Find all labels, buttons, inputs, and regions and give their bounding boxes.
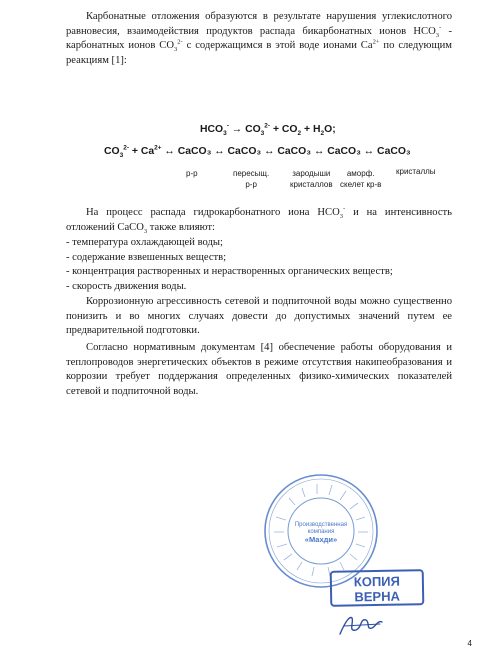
equation-label-crystals: кристаллы (396, 167, 436, 176)
equation-label-nuclei: зародыши кристаллов (290, 169, 333, 189)
copy-certified-stamp: КОПИЯ ВЕРНА (330, 569, 425, 607)
list-item: - концентрация растворенных и нерастворенных органических веществ; (66, 266, 393, 278)
factor-list (66, 236, 452, 294)
equation-label-solution: р-р (186, 169, 198, 178)
list-item: - содержание взвешенных веществ; (66, 251, 227, 263)
equation-label-supersaturated: пересыщ. р-р (233, 169, 270, 189)
equation-bicarbonate-decomposition: $HCO_3^- \to CO_3^{2-} + CO_2 + H_2O$; (200, 122, 336, 138)
list-item: - температура охлаждающей воды; (66, 237, 223, 248)
equation-label-amorphous: аморф. скелет кр-в (340, 169, 382, 189)
list-item: - скорость движения воды. (66, 280, 187, 292)
page-number: 4 (467, 639, 472, 648)
svg-text:компания: компания (307, 529, 335, 535)
paragraph-influencing-factors: На процесс распада гидрокарбонатного иона $НСО_3^-$ и на интенсивность отложений СаСО$_3$ также влияют: (66, 205, 453, 235)
svg-text:Производственная: Производственная (294, 522, 348, 528)
equation-calcium-carbonate-chain: $CO_3^{2-} + Ca^{2+}$ ↔ CaCO₃ ↔ CaCO₃ ↔ CaCO₃ ↔ CaCO₃ ↔ CaCO₃ (104, 144, 411, 160)
paragraph-corrosion: Коррозионную агрессивность сетевой и подпиточной воды можно существенно понизить и во многих случаях довести до допустимых значений путем ее предварительной подготовки. (66, 296, 452, 337)
paragraph-carbonate-deposits: Карбонатные отложения образуются в результате нарушения углекислотного равновесия, взаимодействия продуктов распада бикарбонатных ионов $НСО_3^-$ - карбонатных ионов $СО_3^{2-}$ с содержащимся в этой воде ионами $Са^{2+}$ по следующим реакциям [1]: (66, 11, 453, 66)
paragraph-regulations: Согласно нормативным документам [4] обеспечение работы оборудования и теплопроводов энергетических объектов в режиме отсутствия накипеобразования и коррозии требует поддержания определенных физико-химических показателей сетевой и подпиточной воды. (66, 342, 452, 397)
signature (336, 610, 386, 638)
svg-text:«Махди»: «Махди» (304, 535, 338, 544)
